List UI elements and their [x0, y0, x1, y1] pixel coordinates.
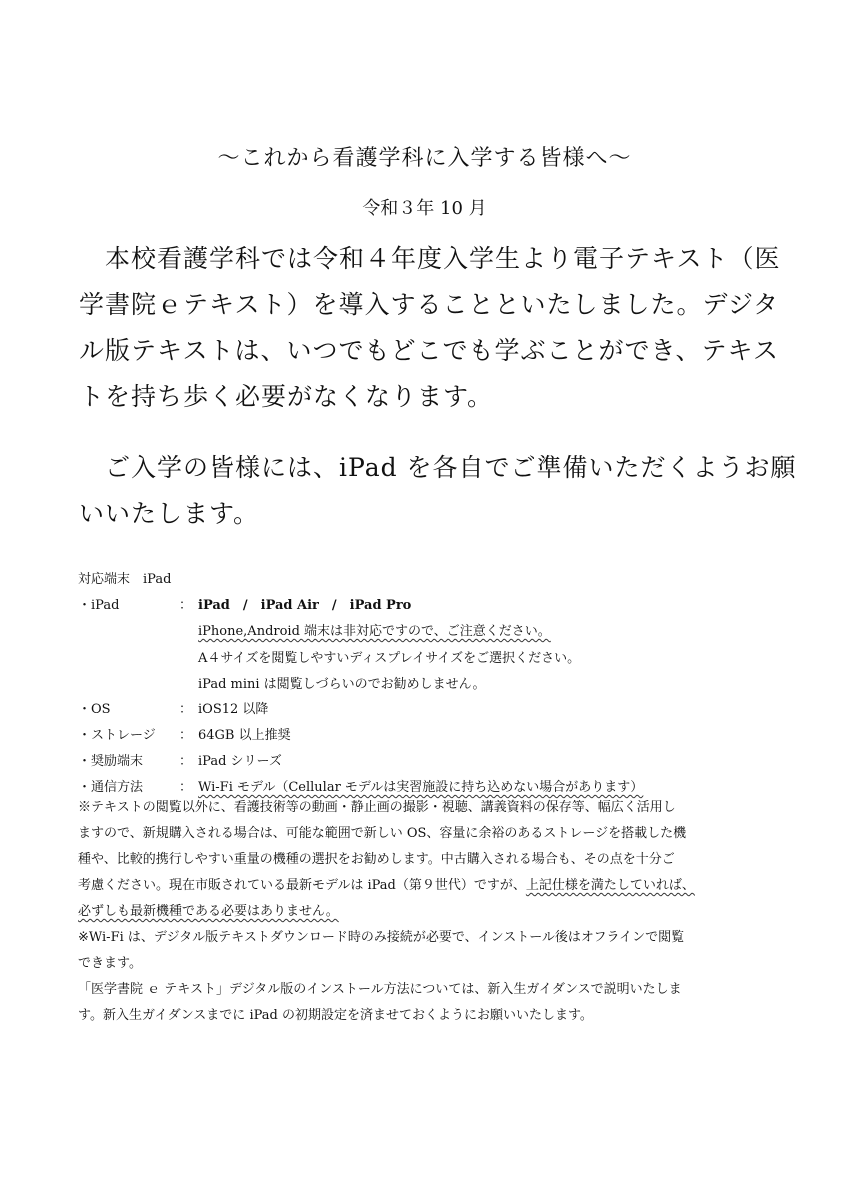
note-line	[78, 873, 778, 899]
note-line: 種や、比較的携行しやすい重量の機種の選択をお勧めします。中古購入される場合も、その点を十分ご	[78, 852, 675, 867]
note-line: ※Wi-Fi は、デジタル版テキストダウンロード時のみ接続が必要で、インストール後はオフラインで閲覧	[78, 930, 685, 945]
spec-value: 64GB 以上推奨	[198, 728, 291, 743]
note-line: できます。	[78, 956, 142, 971]
spec-colon: ：	[179, 598, 193, 613]
spec-note: iPad mini は閲覧しづらいのでお勧めしません。	[198, 677, 486, 692]
spec-label: ・OS	[78, 702, 111, 717]
spec-colon: ：	[179, 780, 193, 795]
request-line: ご入学の皆様には、iPad を各自でご準備いただくようお願	[105, 453, 797, 482]
intro-line: トを持ち歩く必要がなくなります。	[79, 382, 494, 411]
spec-note: A４サイズを閲覧しやすいディスプレイサイズをご選択ください。	[198, 651, 581, 666]
note-line: す。新入生ガイダンスまでに iPad の初期設定を済ませておくようにお願いいたします。	[78, 1008, 593, 1023]
spec-value: iPad / iPad Air / iPad Pro	[198, 598, 412, 613]
intro-line: ル版テキストは、いつでもどこでも学ぶことができ、テキス	[79, 336, 780, 365]
spec-label: ・奨励端末	[78, 754, 144, 769]
note-line	[78, 899, 778, 925]
page-title: ～これから看護学科に入学する皆様へ～	[217, 146, 632, 171]
spec-colon: ：	[179, 702, 193, 717]
spec-colon: ：	[179, 754, 193, 769]
spec-value: iPad シリーズ	[198, 754, 282, 769]
usage-note	[78, 795, 778, 1029]
spec-header: 対応端末 iPad	[78, 572, 172, 587]
spec-label: ・iPad	[78, 598, 120, 613]
spec-note: iPhone,Android 端末は非対応ですので、ご注意ください。	[198, 624, 551, 639]
request-line: いいたします。	[79, 499, 260, 528]
note-line: ますので、新規購入される場合は、可能な範囲で新しい OS、容量に余裕のあるストレージを搭載した機	[78, 826, 687, 841]
spec-value: iOS12 以降	[198, 702, 269, 717]
intro-line: 学書院ｅテキスト）を導入することといたしました。デジタ	[79, 290, 780, 319]
spec-label: ・ストレージ	[78, 728, 156, 743]
note-emphasis: 上記仕様を満たしていれば、	[525, 878, 695, 893]
spec-value: Wi-Fi モデル（Cellular モデルは実習施設に持ち込めない場合があります）	[198, 780, 644, 795]
intro-paragraph	[79, 236, 779, 420]
spec-label: ・通信方法	[78, 780, 144, 795]
note-text: 考慮ください。現在市販されている最新モデルは iPad（第９世代）ですが、	[78, 878, 526, 893]
note-emphasis: 必ずしも最新機種である必要はありません。	[78, 904, 339, 919]
note-line: ※テキストの閲覧以外に、看護技術等の動画・静止画の撮影・視聴、講義資料の保存等、幅広く活用し	[78, 800, 676, 815]
note-line: 「医学書院 ｅ テキスト」デジタル版のインストール方法については、新入生ガイダンスで説明いたしま	[78, 982, 682, 997]
intro-line: 本校看護学科では令和４年度入学生より電子テキスト（医	[105, 244, 781, 273]
issue-date: 令和３年 10 月	[362, 198, 487, 219]
request-paragraph	[79, 445, 797, 537]
spec-colon: ：	[179, 728, 193, 743]
